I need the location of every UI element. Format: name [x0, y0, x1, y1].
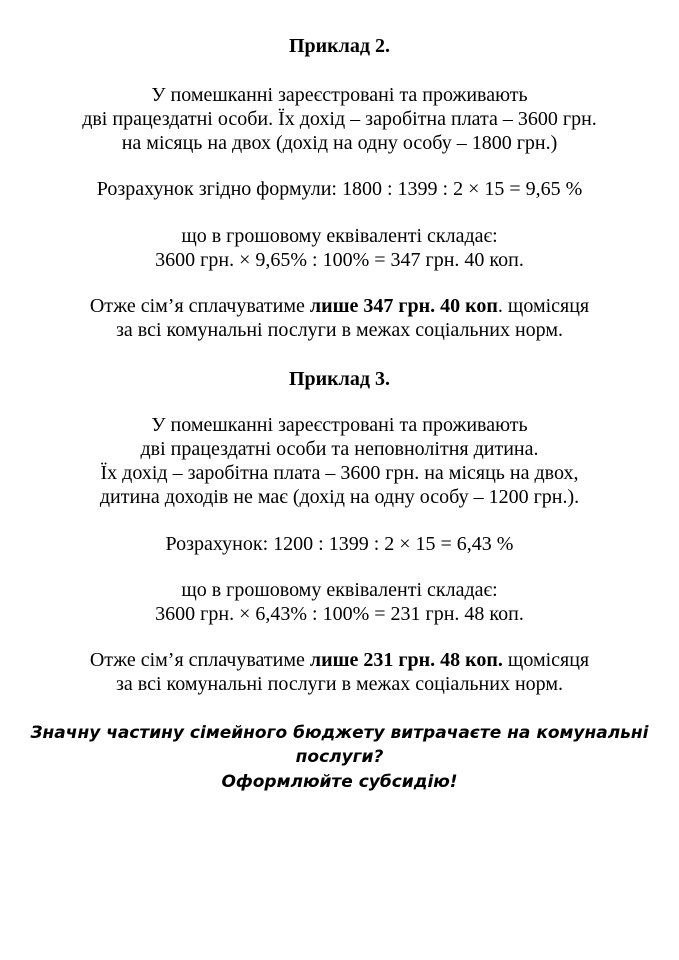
example-3-result-suffix: щомісяця — [502, 649, 590, 671]
example-2-result-line-1 — [0, 294, 679, 318]
example-2-description-line-2: дві працездатні особи. Їх дохід – заробітна плата – 3600 грн. — [82, 108, 597, 130]
example-3-title: Приклад 3. — [288, 368, 391, 390]
example-2-description-line-3: на місяць на двох (дохід на одну особу – 1800 грн.) — [121, 132, 558, 154]
example-2-result-amount: лише 347 грн. 40 коп — [309, 295, 498, 317]
call-to-action-line-2: послуги? — [295, 747, 384, 767]
example-3-description-line-2: дві працездатні особи та неповнолітня дитина. — [140, 438, 539, 460]
example-2-title: Приклад 2. — [288, 35, 391, 57]
example-2-equivalent-line-1: що в грошовому еквіваленті складає: — [181, 225, 498, 247]
example-3-equivalent-line-2: 3600 грн. × 6,43% : 100% = 231 грн. 48 коп. — [155, 603, 524, 625]
example-3-result-amount: лише 231 грн. 48 коп. — [309, 649, 503, 671]
example-2-equivalent-line-2: 3600 грн. × 9,65% : 100% = 347 грн. 40 коп. — [155, 249, 524, 271]
example-2-calculation: Розрахунок згідно формули: 1800 : 1399 : 2 × 15 = 9,65 % — [96, 178, 583, 200]
example-2-result-line-2: за всі комунальні послуги в межах соціальних норм. — [115, 319, 564, 341]
example-2-result-suffix: . щомісяця — [497, 295, 590, 317]
example-2-description-line-1: У помешканні зареєстровані та проживають — [151, 84, 528, 106]
example-3-result-prefix: Отже сім’я сплачуватиме — [89, 649, 310, 671]
example-2-result-prefix: Отже сім’я сплачуватиме — [89, 295, 310, 317]
call-to-action-line-1: Значну частину сімейного бюджету витрачаєте на комунальні — [30, 723, 649, 743]
example-3-description-line-3: Їх дохід – заробітна плата – 3600 грн. на місяць на двох, — [100, 462, 579, 484]
example-3-description-line-4: дитина доходів не має (дохід на одну особу – 1200 грн.). — [99, 486, 580, 508]
example-3-calculation: Розрахунок: 1200 : 1399 : 2 × 15 = 6,43 % — [165, 533, 514, 555]
example-3-description-line-1: У помешканні зареєстровані та проживають — [151, 414, 528, 436]
example-3-equivalent-line-1: що в грошовому еквіваленті складає: — [181, 579, 498, 601]
example-3-result-line-1 — [0, 648, 679, 672]
call-to-action-line-3: Оформлюйте субсидію! — [221, 772, 458, 792]
example-3-result-line-2: за всі комунальні послуги в межах соціальних норм. — [115, 673, 564, 695]
